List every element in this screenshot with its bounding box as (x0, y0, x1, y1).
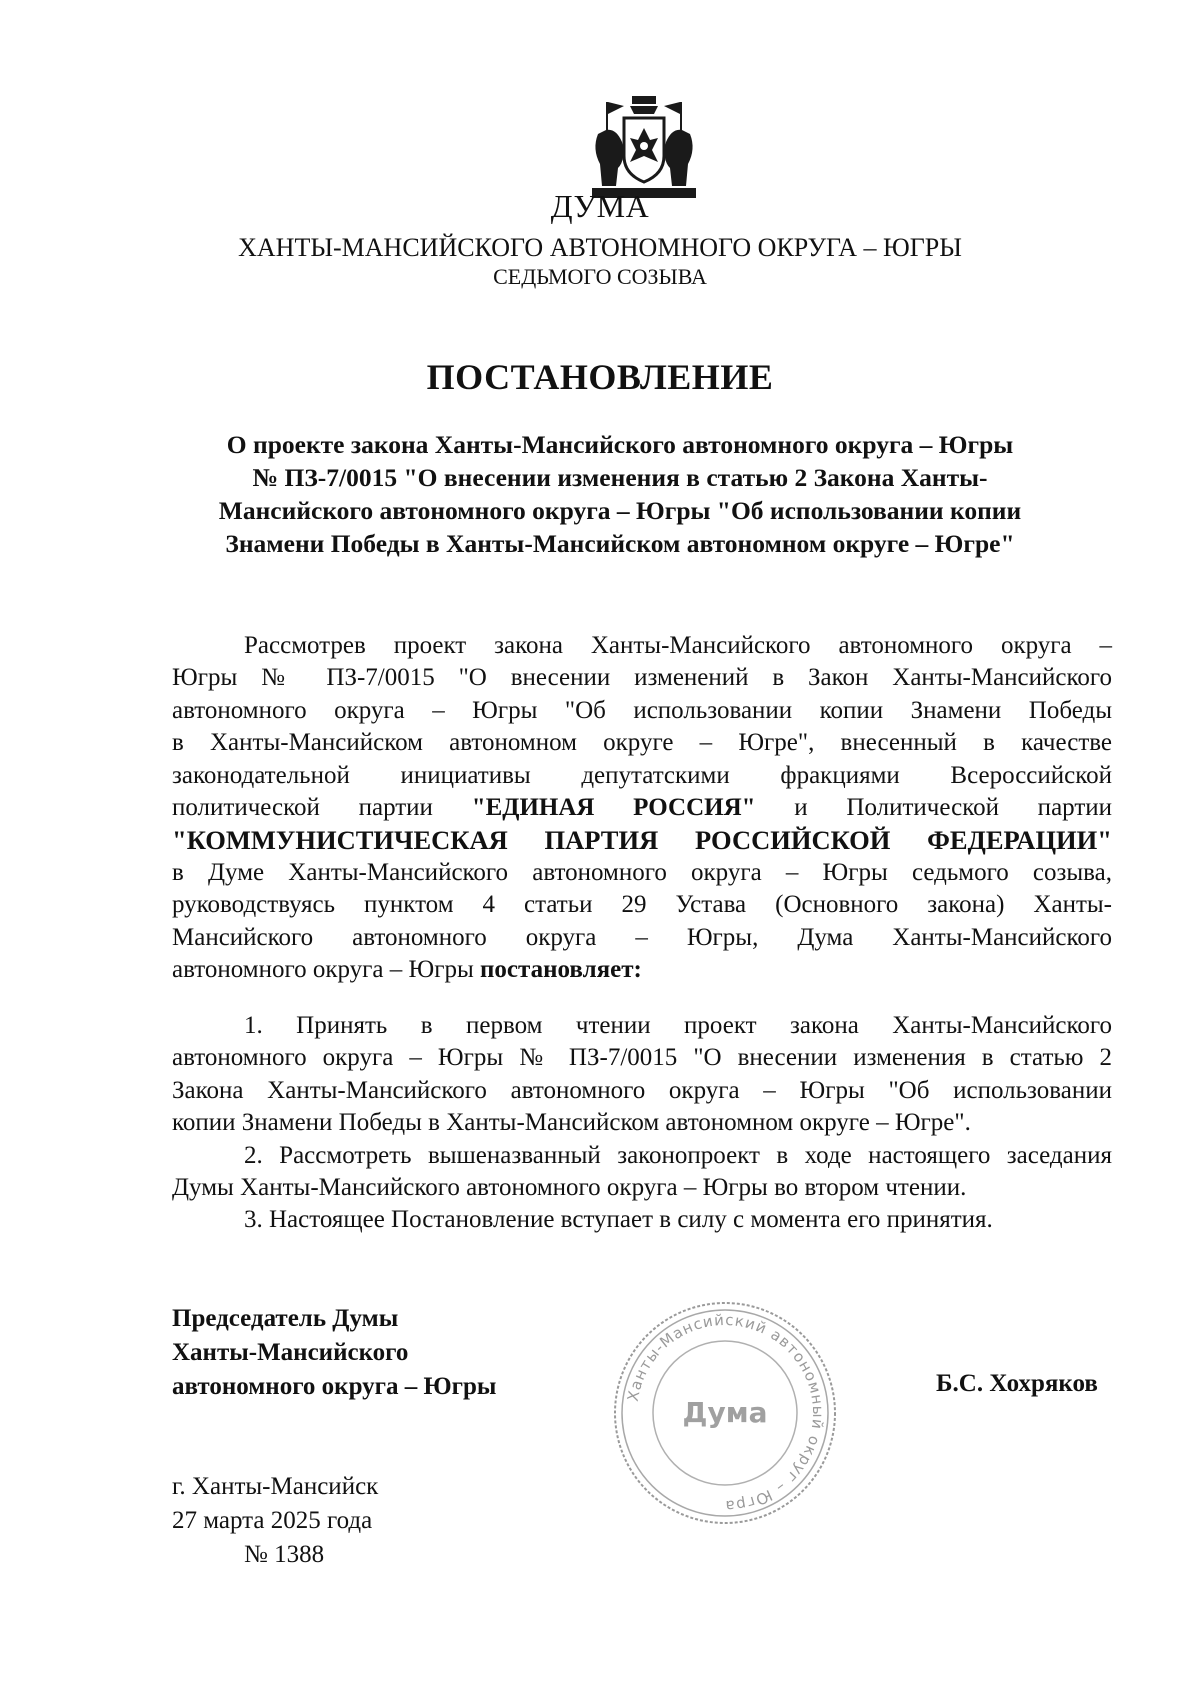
convocation: СЕДЬМОГО СОЗЫВА (493, 264, 707, 289)
coat-of-arms-icon (586, 94, 702, 202)
place-date-number (172, 1470, 378, 1572)
text-line: в Ханты-Мансийском автономном округе – Югре", внесенный в качестве (172, 729, 1112, 757)
text-line (172, 954, 1112, 986)
document-type-title: ПОСТАНОВЛЕНИЕ (426, 357, 774, 397)
document-subject (150, 428, 1090, 560)
text-line: автономного округа – Югры "Об использовании копии Знамени Победы (172, 696, 1112, 724)
signatory-title (172, 1302, 496, 1404)
subject-line: Мансийского автономного округа – Югры "Об использовании копии (218, 496, 1022, 525)
text-fragment: политической партии (172, 794, 433, 822)
seal-center-text: Дума (682, 1396, 768, 1429)
item-line: Думы Ханты-Мансийского автономного округа – Югры во втором чтении. (172, 1174, 967, 1202)
signatory-title-line: Ханты-Мансийского (172, 1339, 409, 1366)
official-seal (610, 1298, 840, 1528)
item-line: 1. Принять в первом чтении проект закона Ханты-Мансийского (244, 1012, 1112, 1039)
text-fragment: и Политической партии (794, 794, 1113, 822)
seal-ring-text: Ханты-Мансийский автономный округ – Югра (623, 1310, 828, 1516)
document-number: № 1388 (244, 1541, 325, 1568)
organization-name: ДУМА (550, 188, 650, 224)
text-line: в Думе Ханты-Мансийского автономного округа – Югры седьмого созыва, (172, 858, 1112, 886)
item-line: 2. Рассмотреть вышеназванный законопроект в ходе настоящего заседания (244, 1141, 1112, 1169)
text-line: Югры № ПЗ-7/0015 "О внесении изменений в Закон Ханты-Мансийского (172, 664, 1112, 692)
city: г. Ханты-Мансийск (172, 1473, 379, 1500)
resolution-items (172, 1010, 1112, 1237)
item-line: автономного округа – Югры № ПЗ-7/0015 "О внесении изменения в статью 2 (172, 1044, 1112, 1072)
text-line: законодательной инициативы депутатскими фракциями Всероссийской (172, 761, 1112, 789)
subject-line: Знамени Победы в Ханты-Мансийском автономном округе – Югре" (225, 529, 1015, 558)
text-line: руководствуясь пунктом 4 статьи 29 Устава (Основного закона) Ханты- (172, 891, 1112, 919)
date: 27 марта 2025 года (172, 1507, 373, 1534)
text-line: Рассмотрев проект закона Ханты-Мансийского автономного округа – (244, 632, 1112, 659)
text-line: Мансийского автономного округа – Югры, Дума Ханты-Мансийского (172, 923, 1112, 951)
preamble-paragraph (172, 630, 1112, 986)
subject-line: № ПЗ-7/0015 "О внесении изменения в статью 2 Закона Ханты- (252, 463, 988, 492)
party-name-united-russia: "ЕДИНАЯ РОССИЯ" (471, 794, 756, 822)
item-line: 3. Настоящее Постановление вступает в силу с момента его принятия. (244, 1206, 993, 1234)
signatory-name: Б.С. Хохряков (936, 1370, 1098, 1397)
resolves-keyword: постановляет: (480, 956, 642, 984)
item-line: копии Знамени Победы в Ханты-Мансийском автономном округе – Югре". (172, 1109, 971, 1137)
party-name-communist: "КОММУНИСТИЧЕСКАЯ ПАРТИЯ РОССИЙСКОЙ ФЕДЕРАЦИИ" (172, 825, 1112, 856)
region-name: ХАНТЫ-МАНСИЙСКОГО АВТОНОМНОГО ОКРУГА – ЮГРЫ (238, 233, 962, 262)
signatory-title-line: автономного округа – Югры (172, 1373, 497, 1400)
signatory-title-line: Председатель Думы (172, 1305, 399, 1332)
text-line (172, 792, 1112, 824)
item-line: Закона Ханты-Мансийского автономного округа – Югры "Об использовании (172, 1076, 1112, 1104)
text-fragment: автономного округа – Югры (172, 956, 474, 984)
subject-line: О проекте закона Ханты-Мансийского автономного округа – Югры (226, 430, 1014, 459)
